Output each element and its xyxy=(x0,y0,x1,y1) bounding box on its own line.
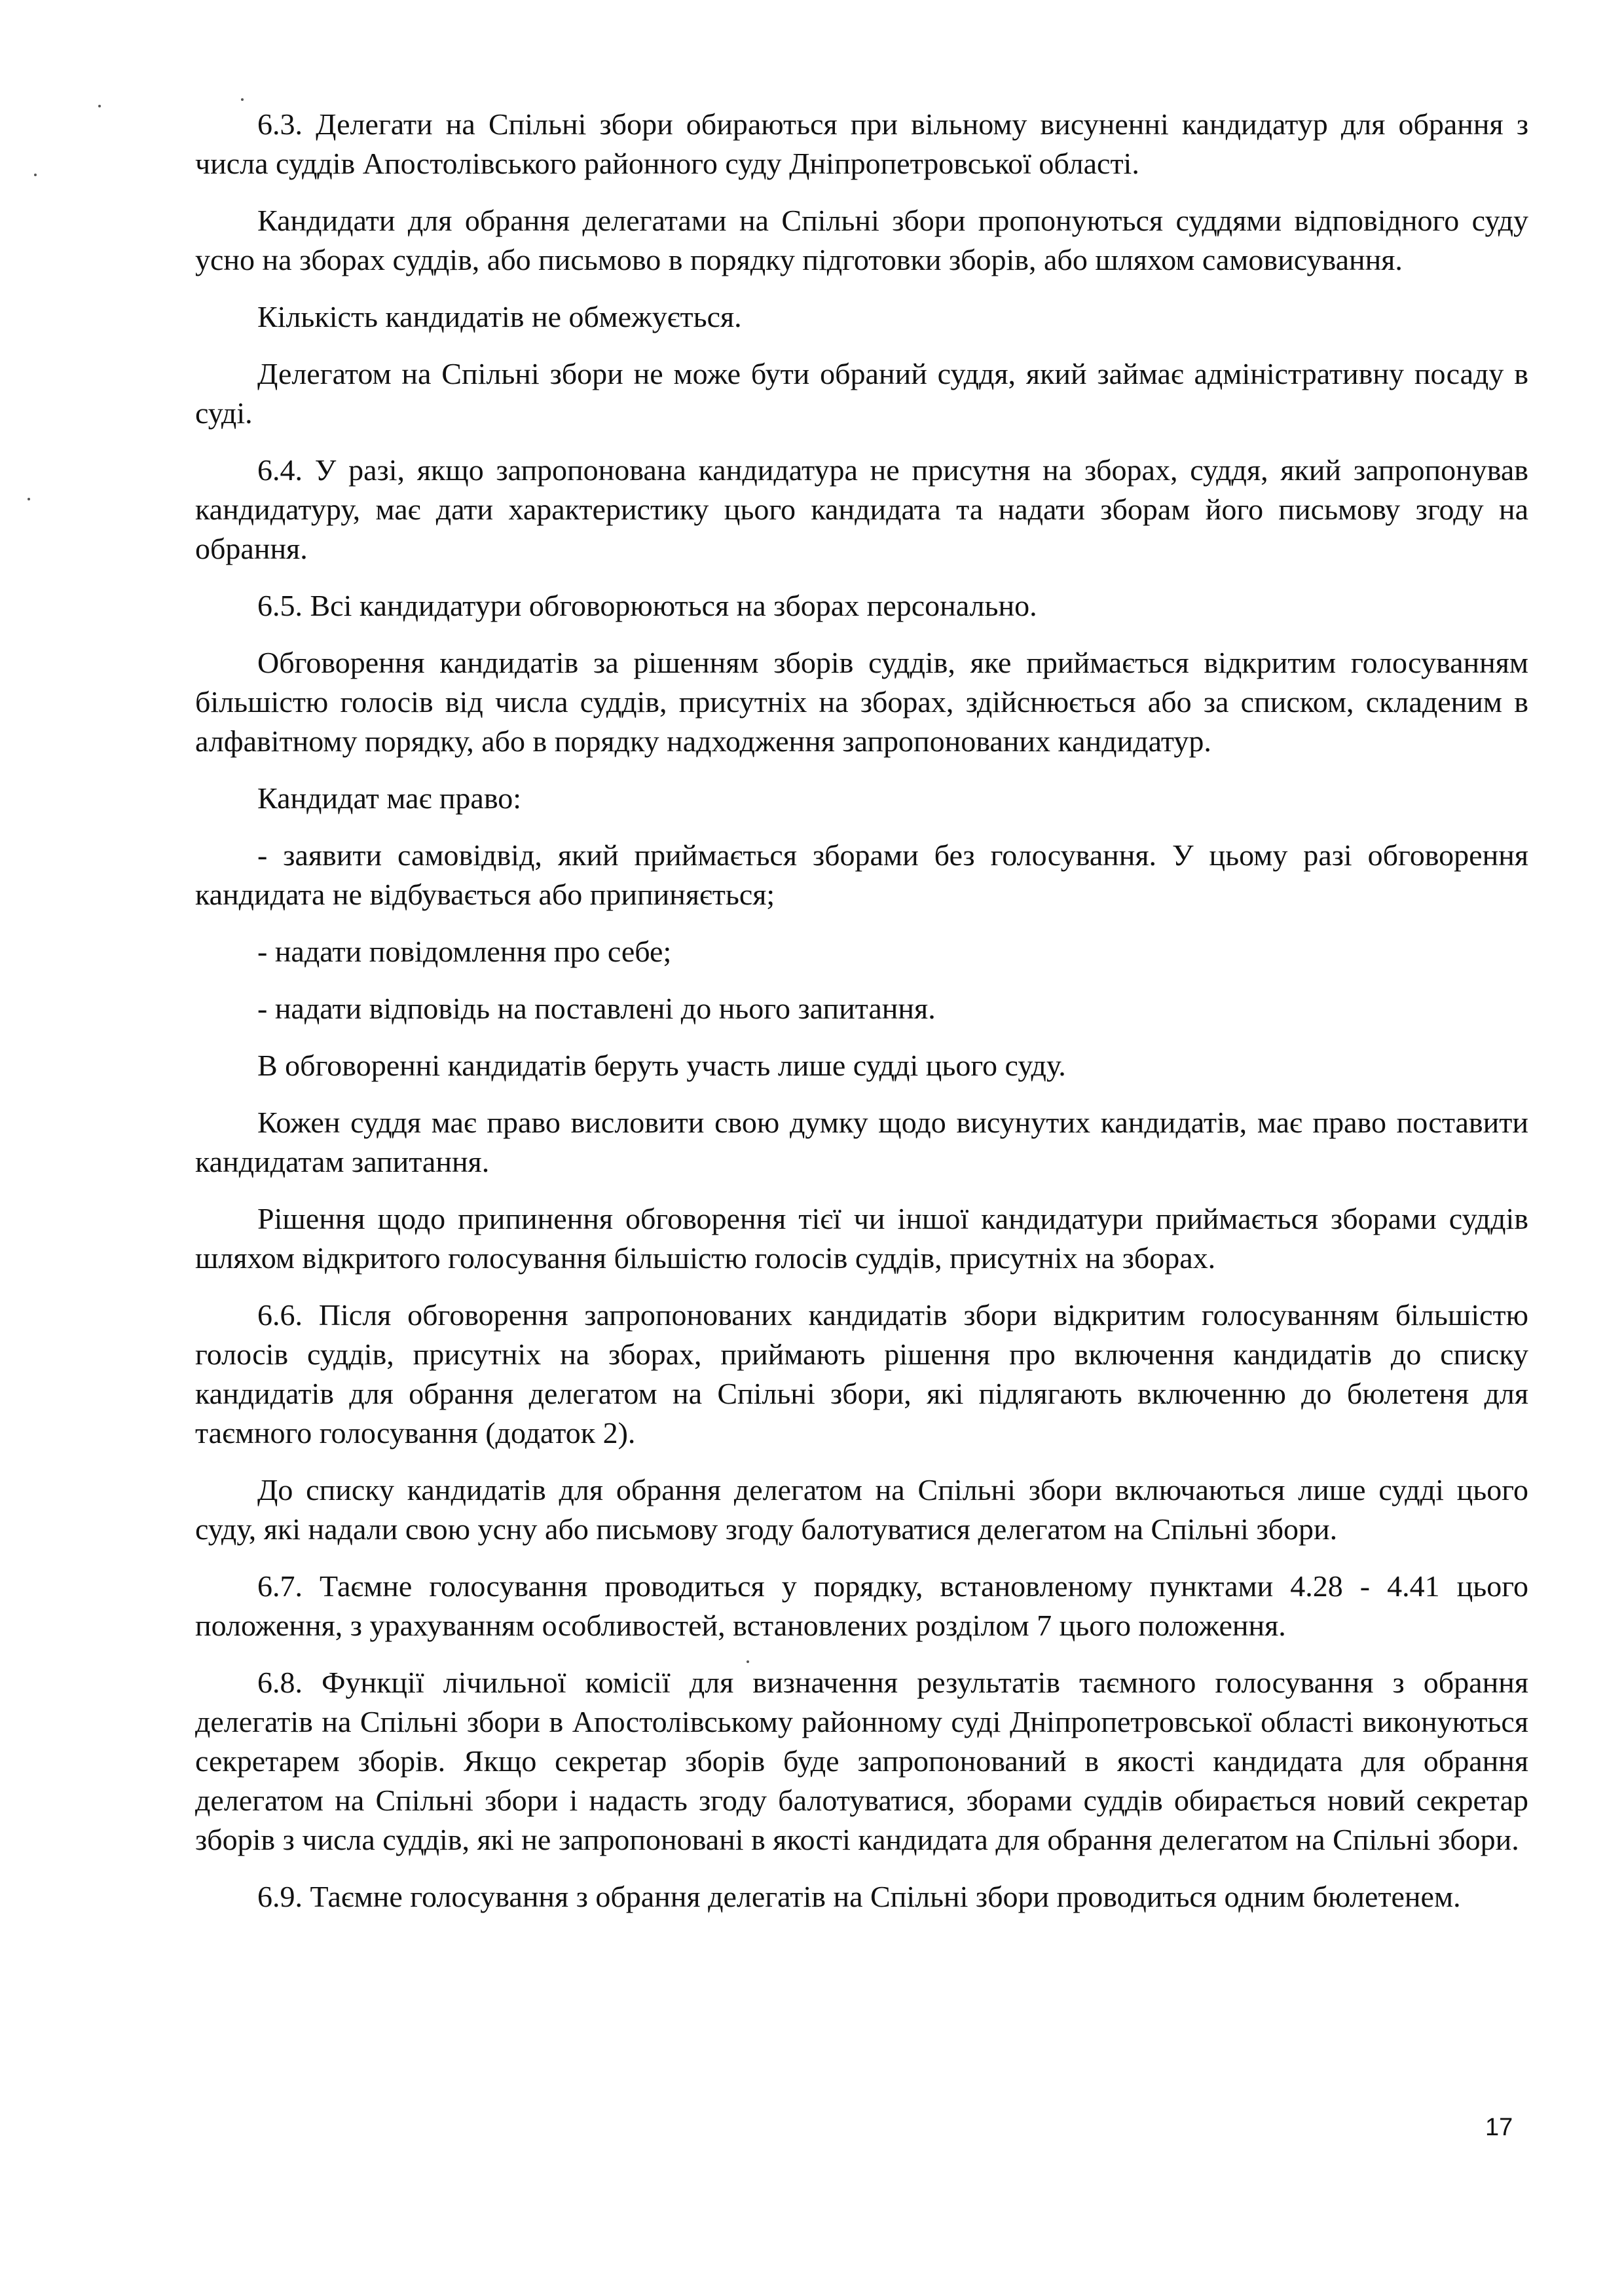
paragraph-discussion-order: Обговорення кандидатів за рішенням зборів суддів, яке приймається відкритим голосуванням більшістю голосів від числа суддів, присутніх на зборах, здійснюється або за списком, складеним в алфавітному порядку, або в порядку надходження запропонованих кандидатур. xyxy=(195,646,1528,758)
paragraph-discussion-termination: Рішення щодо припинення обговорення тієї чи іншої кандидатури приймається зборами суддів шляхом відкритого голосування більшістю голосів суддів, присутніх на зборах. xyxy=(195,1202,1528,1275)
document-page-body xyxy=(195,105,1528,1934)
list-item-self-report: - надати повідомлення про себе; xyxy=(257,935,672,968)
paragraph-6-6: 6.6. Після обговорення запропонованих кандидатів збори відкритим голосуванням більшістю голосів суддів, присутніх на зборах, приймають рішення про включення кандидатів до списку кандидатів для обрання делегатом на Спільні збори, які підлягають включенню до бюлетеня для таємного голосування (додаток 2). xyxy=(195,1298,1528,1450)
paragraph-participants: В обговоренні кандидатів беруть участь лише судді цього суду. xyxy=(257,1049,1066,1082)
paragraph-candidate-list: До списку кандидатів для обрання делегатом на Спільні збори включаються лише судді цього суду, які надали свою усну або письмову згоду балотуватися делегатом на Спільні збори. xyxy=(195,1473,1528,1546)
scan-speck xyxy=(28,498,30,500)
list-item-self-withdrawal: - заявити самовідвід, який приймається зборами без голосування. У цьому разі обговорення кандидата не відбувається або припиняється; xyxy=(195,838,1528,911)
paragraph-admin-restriction: Делегатом на Спільні збори не може бути обраний суддя, який займає адміністративну посаду в суді. xyxy=(195,357,1528,430)
scan-speck xyxy=(747,1660,749,1663)
list-item-answer-questions: - надати відповідь на поставлені до нього запитання. xyxy=(257,992,936,1025)
paragraph-6-5: 6.5. Всі кандидатури обговорюються на зборах персонально. xyxy=(257,589,1037,622)
paragraph-candidates-nomination: Кандидати для обрання делегатами на Спільні збори пропонуються суддями відповідного суду усно на зборах суддів, або письмово в порядку підготовки зборів, або шляхом самовисування. xyxy=(195,204,1528,276)
paragraph-6-8: 6.8. Функції лічильної комісії для визначення результатів таємного голосування з обрання делегатів на Спільні збори в Апостолівському районному суді Дніпропетровської області виконуються секретарем зборів. Якщо секретар зборів буде запропонований в якості кандидата для обрання делегатом на Спільні збори і надасть згоду балотуватися, зборами суддів обирається новий секретар зборів з числа суддів, які не запропоновані в якості кандидата для обрання делегатом на Спільні збори. xyxy=(195,1666,1528,1856)
paragraph-candidate-rights: Кандидат має право: xyxy=(257,781,522,815)
scan-speck xyxy=(98,105,101,107)
paragraph-6-9: 6.9. Таємне голосування з обрання делегатів на Спільні збори проводиться одним бюлетенем. xyxy=(257,1880,1461,1913)
paragraph-candidates-count: Кількість кандидатів не обмежується. xyxy=(257,300,742,333)
page-number: 17 xyxy=(1485,2114,1513,2141)
scan-speck xyxy=(34,174,37,176)
scan-speck xyxy=(241,98,244,101)
paragraph-6-3: 6.3. Делегати на Спільні збори обираються при вільному висуненні кандидатур для обрання з числа суддів Апостолівського районного суду Дніпропетровської області. xyxy=(195,107,1528,180)
paragraph-6-7: 6.7. Таємне голосування проводиться у порядку, встановленому пунктами 4.28 - 4.41 цього положення, з урахуванням особливостей, встановлених розділом 7 цього положення. xyxy=(195,1569,1528,1642)
paragraph-judge-opinion: Кожен суддя має право висловити свою думку щодо висунутих кандидатів, має право поставити кандидатам запитання. xyxy=(195,1106,1528,1178)
paragraph-6-4: 6.4. У разі, якщо запропонована кандидатура не присутня на зборах, суддя, який запропонував кандидатуру, має дати характеристику цього кандидата та надати зборам його письмову згоду на обрання. xyxy=(195,453,1528,565)
